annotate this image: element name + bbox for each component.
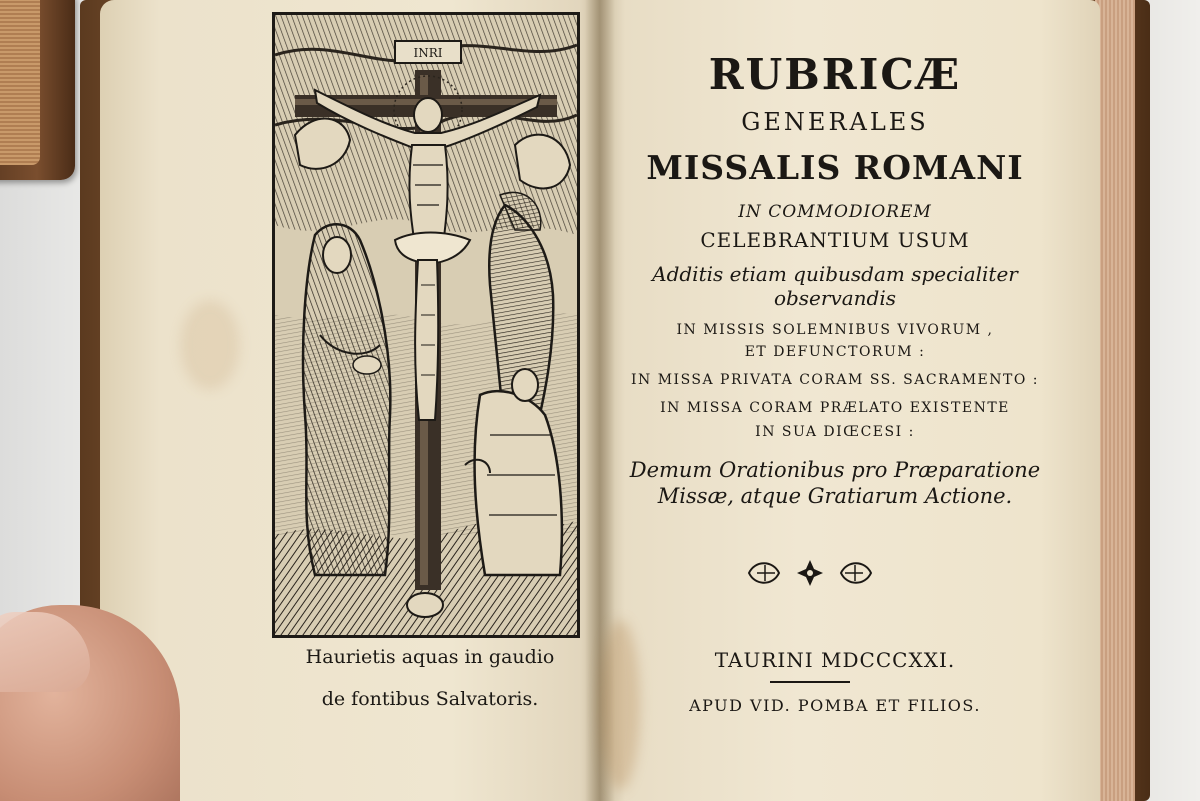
ornament-fleuron [745, 556, 875, 590]
foxing-stain [180, 300, 240, 390]
imprint-place-date: TAURINI MDCCCXXI. [714, 648, 956, 672]
title-in-missa-privata: IN MISSA PRIVATA CORAM SS. SACRAMENTO : [630, 372, 1040, 388]
title-rubricae: RUBRICÆ [708, 50, 962, 99]
second-book-page-edges [0, 0, 40, 165]
imprint-publisher: APUD VID. POMBA ET FILIOS. [689, 696, 981, 715]
title-additis: Additis etiam quibusdam specialiter [652, 262, 1018, 286]
title-in-missis-solemnibus: IN MISSIS SOLEMNIBUS VIVORUM , [676, 322, 994, 338]
title-in-sua-dioecesi: IN SUA DIŒCESI : [755, 424, 915, 440]
second-book [0, 0, 75, 180]
frontispiece-caption-line-2: de fontibus Salvatoris. [321, 688, 539, 710]
title-generales: GENERALES [741, 108, 929, 136]
title-et-defunctorum: ET DEFUNCTORUM : [744, 344, 926, 360]
title-observandis: observandis [773, 286, 897, 310]
titulus-inscription: INRI [413, 46, 443, 60]
title-celebrantium-usum: CELEBRANTIUM USUM [700, 228, 970, 252]
title-in-missa-coram-praelato: IN MISSA CORAM PRÆLATO EXISTENTE [660, 400, 1010, 416]
page-edges [1095, 0, 1135, 801]
frontispiece-caption-line-1: Haurietis aquas in gaudio [305, 646, 555, 668]
woodcut-illustration [275, 15, 577, 635]
title-missae-gratiarum: Missæ, atque Gratiarum Actione. [657, 484, 1013, 508]
crucifixion-woodcut [272, 12, 580, 638]
title-in-commodiorem: IN COMMODIOREM [738, 202, 932, 222]
title-missalis-romani: MISSALIS ROMANI [646, 148, 1024, 187]
imprint-rule [770, 681, 850, 683]
title-demum-orationibus: Demum Orationibus pro Præparatione [629, 458, 1041, 482]
